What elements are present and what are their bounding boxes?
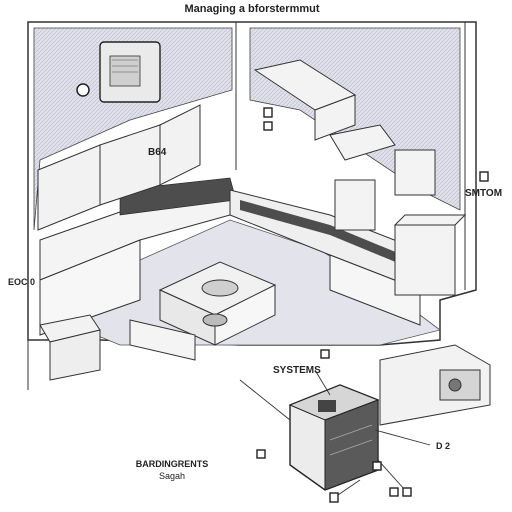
wall-unit-right [380, 345, 490, 425]
side-table [40, 315, 100, 380]
camera-icon [77, 84, 89, 96]
device-tag-label: D 2 [436, 441, 451, 451]
diagram-title: Managing a bforstermmut [184, 3, 320, 15]
left-tag-label: EOC 0 [8, 277, 36, 287]
monitor-icon [100, 42, 160, 102]
right-tag-label: SMTOM [465, 188, 503, 199]
bottom-label-line2: Sagah [158, 471, 186, 481]
systems-label: SYSTEMS [273, 365, 321, 376]
room-tag-label: B64 [148, 147, 167, 158]
bottom-label-line1: BARDINGRENTS [135, 459, 209, 469]
control-box [290, 385, 378, 490]
